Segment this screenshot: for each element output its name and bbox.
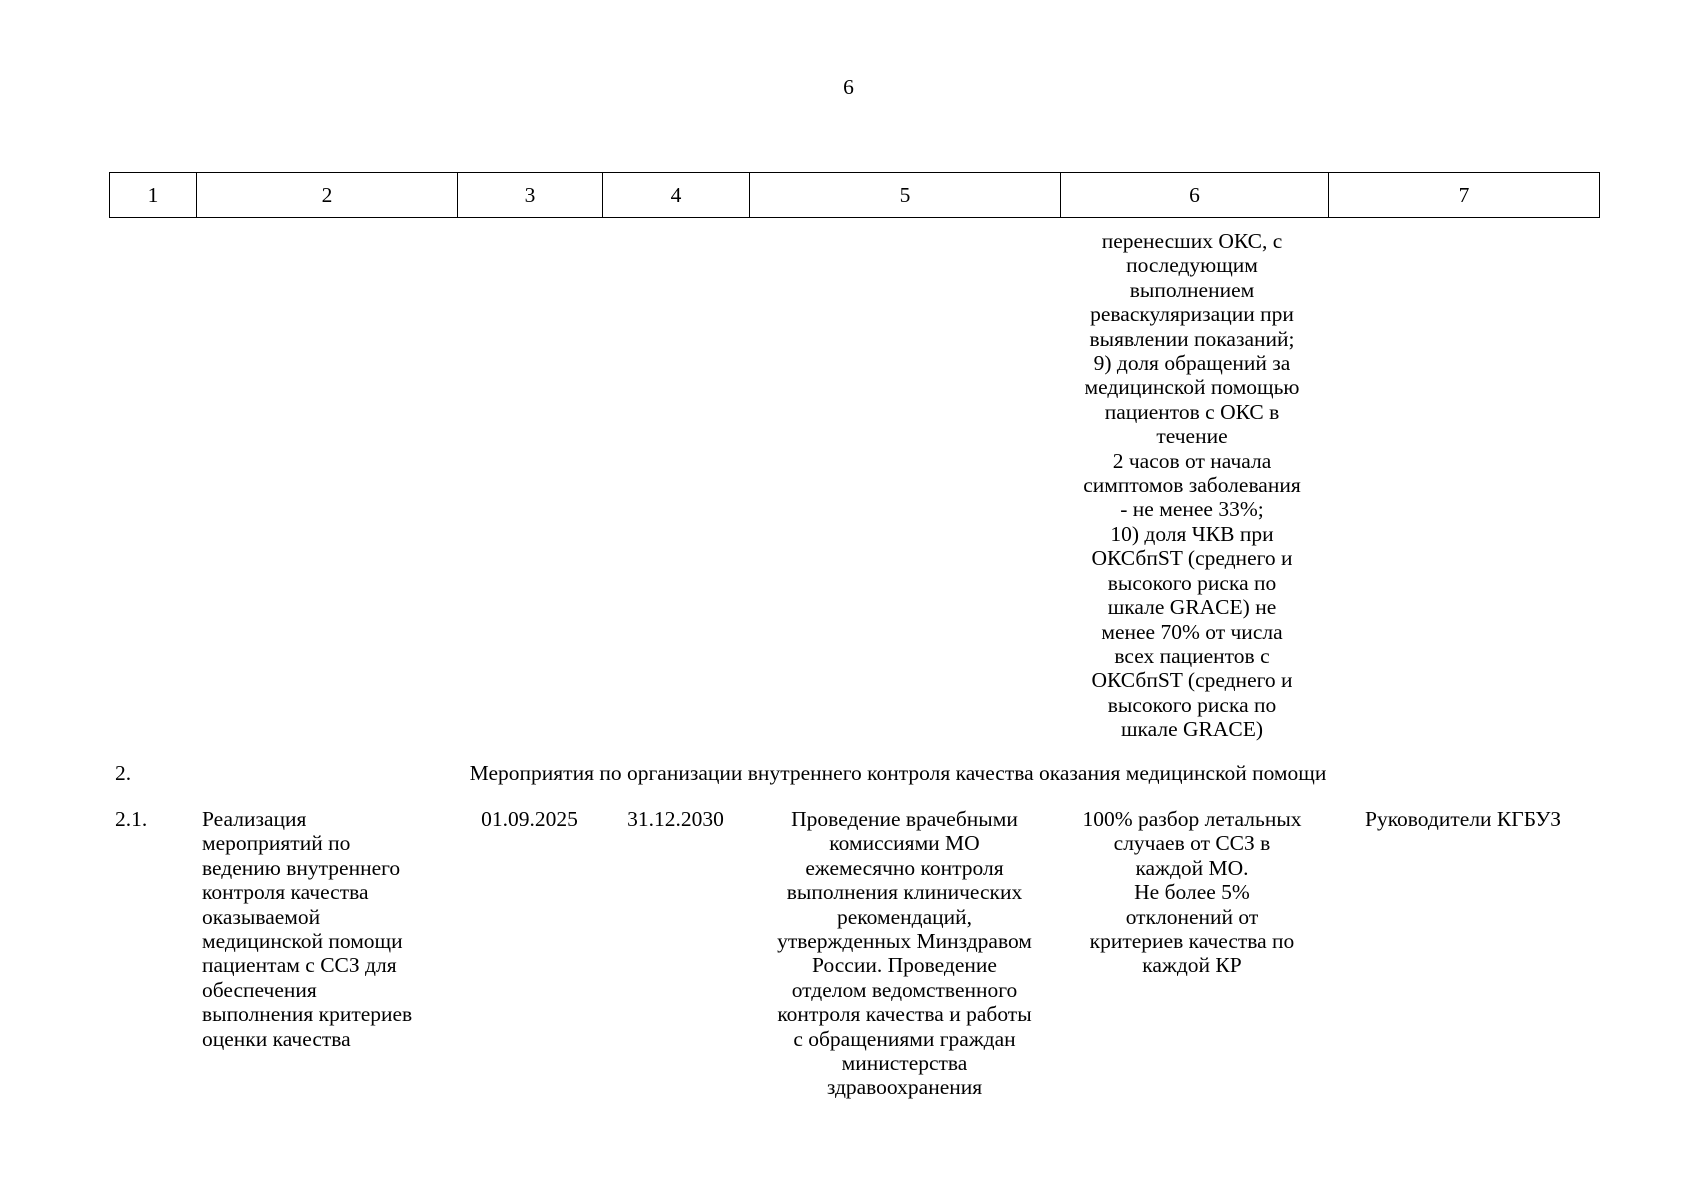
description-text-line: ведению внутреннего (202, 855, 401, 880)
page-number: 6 (843, 75, 854, 99)
row-end-date: 31.12.2030 (627, 807, 724, 831)
continued-indicator-cell (1058, 229, 1326, 742)
action-text-line: России. Проведение (812, 953, 997, 978)
indicator-text-line: случаев от ССЗ в (1113, 831, 1271, 856)
header-col-4: 4 (603, 173, 750, 217)
row-start-date: 01.09.2025 (481, 807, 578, 831)
indicator-text-line: медицинской помощью (1084, 375, 1300, 400)
row-description-cell (202, 807, 452, 1051)
indicator-text-line: шкале GRACE) не (1107, 595, 1277, 620)
section-number: 2. (115, 761, 132, 785)
indicator-text-line: выполнением (1129, 277, 1255, 302)
row-action-cell (749, 807, 1060, 1100)
indicator-text-line: симптомов заболевания (1083, 473, 1301, 498)
description-text-line: медицинской помощи (202, 929, 403, 954)
action-text-line: контроля качества и работы (777, 1002, 1032, 1027)
indicator-text-line: реваскуляризации при (1090, 302, 1294, 327)
action-text-line: выполнения клинических (786, 880, 1023, 905)
description-text-line: обеспечения (202, 977, 317, 1002)
section-title: Мероприятия по организации внутреннего контроля качества оказания медицинской помощи (469, 761, 1327, 785)
row-indicator-cell (1058, 807, 1326, 978)
description-text-line: мероприятий по (202, 831, 351, 856)
indicator-text-line: каждой МО. (1135, 855, 1249, 880)
action-text-line: комиссиями МО (829, 831, 980, 856)
indicator-text-line: течение (1156, 424, 1228, 449)
indicator-text-line: 9) доля обращений за (1093, 351, 1291, 376)
action-text-line: с обращениями граждан (793, 1026, 1016, 1051)
indicator-text-line: отклонений от (1125, 904, 1259, 929)
row-responsible: Руководители КГБУЗ (1364, 807, 1561, 831)
indicator-text-line: пациентов с ОКС в (1104, 399, 1280, 424)
indicator-text-line: 100% разбор летальных (1082, 807, 1302, 831)
indicator-text-line: 2 часов от начала (1112, 448, 1272, 473)
action-text-line: министерства (841, 1051, 968, 1076)
indicator-text-line: высокого риска по (1107, 570, 1277, 595)
description-text-line: оказываемой (202, 904, 321, 929)
description-text-line: оценки качества (202, 1026, 351, 1051)
action-text-line: рекомендаций, (836, 904, 972, 929)
description-text-line: Реализация (202, 807, 307, 831)
indicator-text-line: Не более 5% (1134, 880, 1250, 905)
header-col-5: 5 (750, 173, 1061, 217)
indicator-text-line: менее 70% от числа (1101, 619, 1283, 644)
indicator-text-line: шкале GRACE) (1120, 717, 1264, 742)
indicator-text-line: 10) доля ЧКВ при (1110, 521, 1274, 546)
indicator-text-line: перенесших ОКС, с (1101, 229, 1283, 253)
description-text-line: контроля качества (202, 880, 369, 905)
indicator-text-line: выявлении показаний; (1089, 326, 1295, 351)
action-text-line: отделом ведомственного (791, 977, 1018, 1002)
header-col-6: 6 (1061, 173, 1329, 217)
description-text-line: выполнения критериев (202, 1002, 413, 1027)
header-col-1: 1 (110, 173, 197, 217)
header-col-2: 2 (197, 173, 458, 217)
indicator-text-line: высокого риска по (1107, 692, 1277, 717)
indicator-text-line: всех пациентов с (1114, 643, 1270, 668)
action-text-line: ежемесячно контроля (805, 855, 1004, 880)
table-header-row (109, 172, 1600, 218)
action-text-line: утвержденных Минздравом (777, 929, 1032, 954)
action-text-line: здравоохранения (826, 1075, 983, 1100)
description-text-line: пациентам с ССЗ для (202, 953, 397, 978)
indicator-text-line: - не менее 33%; (1120, 497, 1264, 522)
indicator-text-line: последующим (1126, 253, 1258, 278)
indicator-text-line: каждой КР (1142, 953, 1242, 978)
action-text-line: Проведение врачебными (791, 807, 1018, 831)
header-col-3: 3 (458, 173, 603, 217)
indicator-text-line: ОКСбпST (среднего и (1091, 668, 1293, 693)
row-number: 2.1. (115, 807, 148, 831)
indicator-text-line: критериев качества по (1089, 929, 1295, 954)
indicator-text-line: ОКСбпST (среднего и (1091, 546, 1293, 571)
header-col-7: 7 (1458, 182, 1470, 207)
